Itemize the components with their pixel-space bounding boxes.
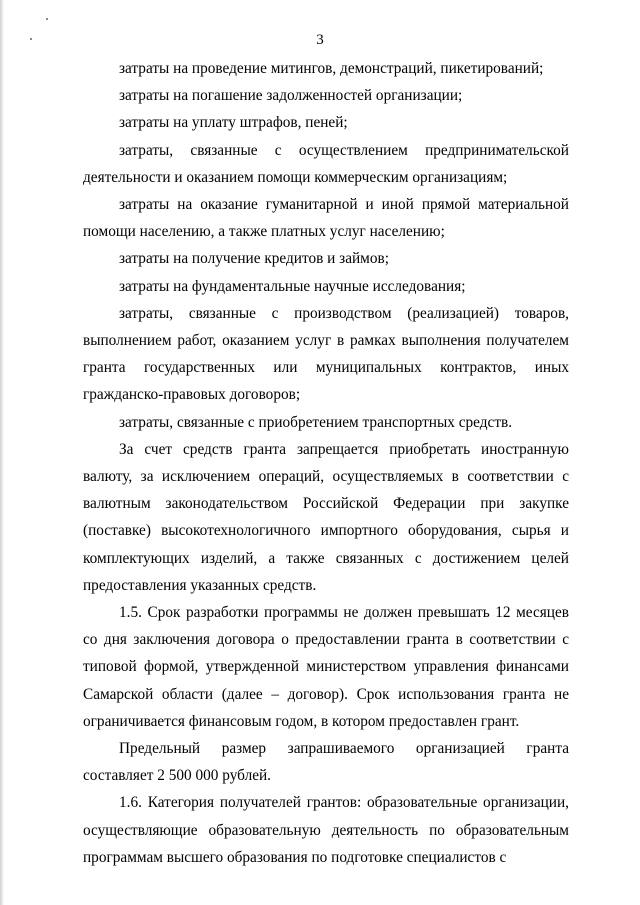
document-body <box>83 55 569 871</box>
scan-speck <box>46 18 48 20</box>
paragraph-6: затраты на получение кредитов и займов; <box>119 250 389 268</box>
paragraph-3: затраты на уплату штрафов, пеней; <box>119 114 348 132</box>
paragraph-5: затраты на оказание гуманитарной и иной прямой материальной помощи населению, а также платных услуг населению; <box>83 196 569 241</box>
paragraph-8: затраты, связанные с производством (реализацией) товаров, выполнением работ, оказанием услуг в рамках выполнения получателем гранта государственных или муниципальных контрактов, иных гражданско-правовых договоров; <box>83 304 569 404</box>
paragraph-10: За счет средств гранта запрещается приобретать иностранную валюту, за исключением операций, осуществляемых в соответствии с валютным законодательством Российской Федерации при закупке (поставке) высокотехнологичного импортного оборудования, сырья и комплектующих изделий, а также связанных с достижением целей предоставления указанных средств. <box>83 440 569 594</box>
paragraph-7: затраты на фундаментальные научные исследования; <box>119 277 466 295</box>
paragraph-12: Предельный размер запрашиваемого организацией гранта составляет 2 500 000 рублей. <box>83 740 569 785</box>
paragraph-2: затраты на погашение задолженностей организации; <box>119 87 463 105</box>
scan-edge-shadow <box>0 0 4 905</box>
paragraph-4: затраты, связанные с осуществлением предпринимательской деятельности и оказанием помощи коммерческим организациям; <box>83 141 569 186</box>
page-number: 3 <box>316 32 324 48</box>
paragraph-9: затраты, связанные с приобретением транспортных средств. <box>119 413 513 431</box>
paragraph-11: 1.5. Срок разработки программы не должен превышать 12 месяцев со дня заключения договора о предоставлении гранта в соответствии с типовой формой, утвержденной министерством управления финансами Самарской области (далее – договор). Срок использования гранта не ограничивается финансовым годом, в котором предоставлен грант. <box>83 604 569 730</box>
paragraph-1: затраты на проведение митингов, демонстраций, пикетирований; <box>119 60 544 77</box>
paragraph-13: 1.6. Категория получателей грантов: образовательные организации, осуществляющие образовательную деятельность по образовательным программам высшего образования по подготовке специалистов с <box>83 794 569 866</box>
